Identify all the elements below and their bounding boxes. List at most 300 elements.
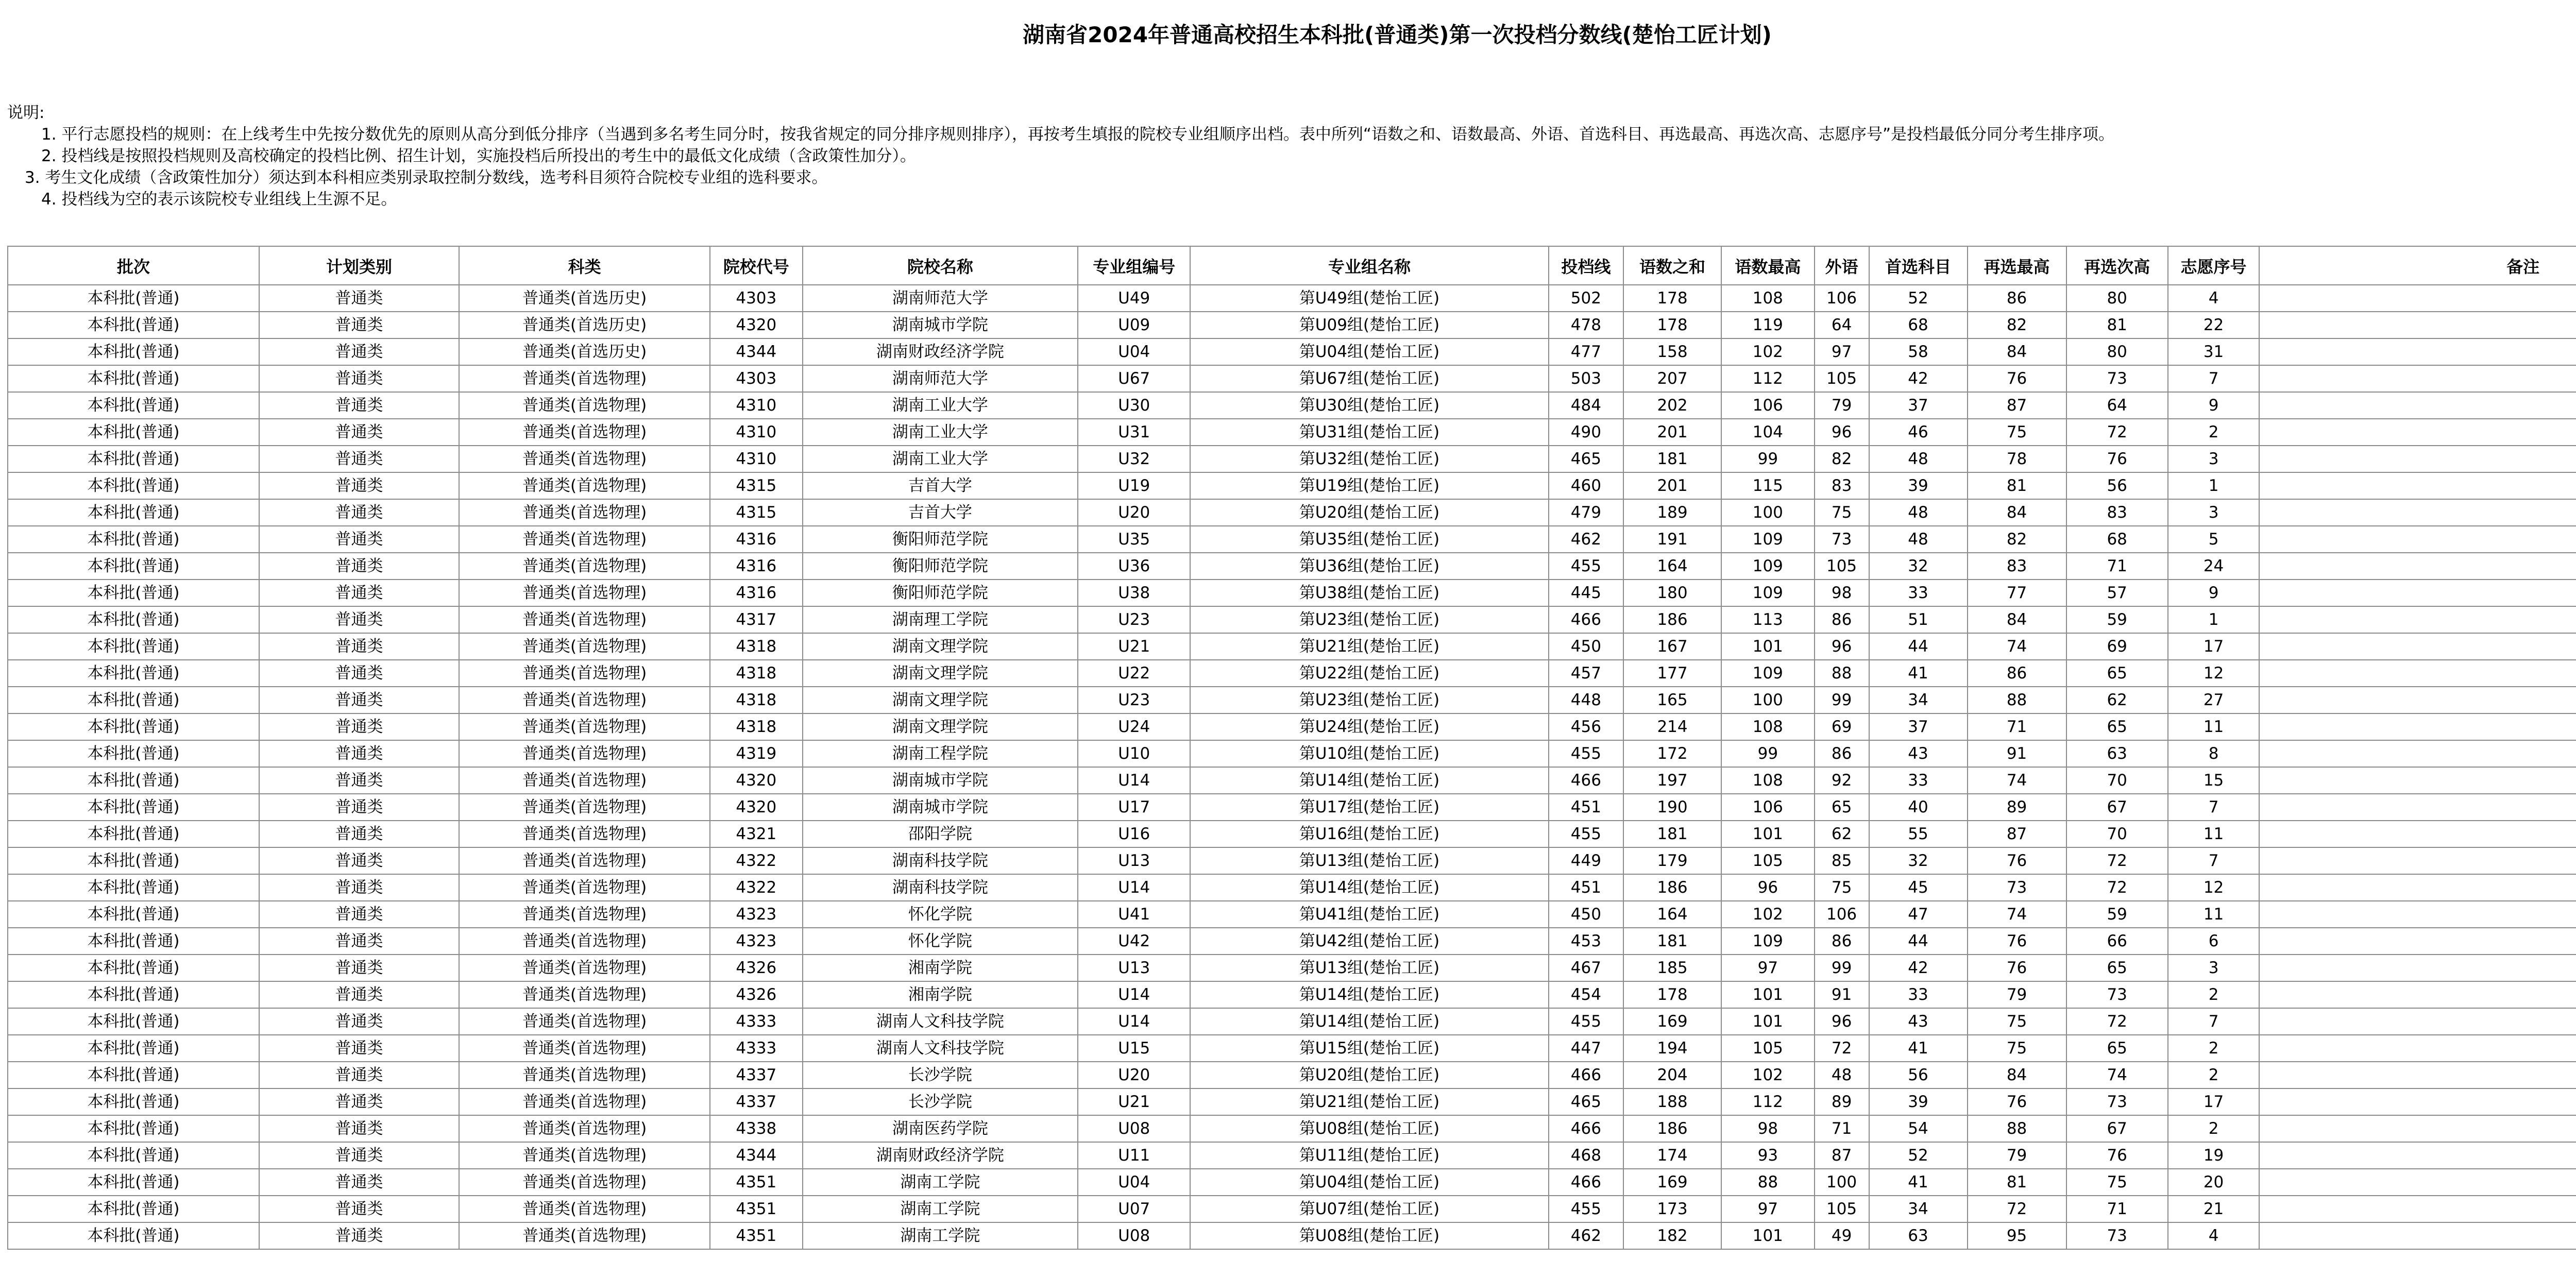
cell-chinese-math-sum: 189: [1623, 499, 1721, 526]
cell-elective-second: 72: [2066, 874, 2168, 901]
notes-section: [7, 102, 2114, 210]
cell-foreign-language: 105: [1815, 1196, 1869, 1222]
cell-primary-subject: 51: [1869, 606, 1968, 633]
cell-chinese-math-sum: 172: [1623, 740, 1721, 767]
table-row: [8, 928, 2576, 955]
cell-elective-highest: 95: [1968, 1222, 2066, 1249]
cell-chinese-math-sum: 181: [1623, 446, 1721, 472]
cell-group-code: U07: [1078, 1196, 1190, 1222]
table-row: [8, 606, 2576, 633]
cell-foreign-language: 96: [1815, 419, 1869, 446]
cell-group-code: U24: [1078, 713, 1190, 740]
cell-chinese-math-max: 108: [1721, 713, 1815, 740]
cell-remarks: [2259, 526, 2576, 553]
cell-school-name: 长沙学院: [803, 1062, 1078, 1088]
cell-elective-highest: 76: [1968, 928, 2066, 955]
cell-batch: 本科批(普通): [8, 901, 259, 928]
cell-group-name: 第U07组(楚怡工匠): [1190, 1196, 1549, 1222]
cell-remarks: [2259, 606, 2576, 633]
cell-plan-type: 普通类: [259, 365, 459, 392]
cell-school-name: 吉首大学: [803, 499, 1078, 526]
cell-subject-category: 普通类(首选物理): [459, 687, 710, 713]
cell-elective-highest: 86: [1968, 660, 2066, 687]
cell-remarks: [2259, 446, 2576, 472]
cell-preference-number: 12: [2168, 874, 2260, 901]
cell-elective-highest: 89: [1968, 794, 2066, 821]
cell-primary-subject: 58: [1869, 338, 1968, 365]
cell-primary-subject: 44: [1869, 928, 1968, 955]
cell-school-name: 衡阳师范学院: [803, 526, 1078, 553]
cell-group-name: 第U08组(楚怡工匠): [1190, 1115, 1549, 1142]
cell-group-code: U22: [1078, 660, 1190, 687]
cell-cutoff-score: 450: [1549, 633, 1623, 660]
cell-chinese-math-sum: 164: [1623, 553, 1721, 580]
cell-foreign-language: 91: [1815, 981, 1869, 1008]
cell-group-name: 第U67组(楚怡工匠): [1190, 365, 1549, 392]
cell-chinese-math-max: 101: [1721, 1008, 1815, 1035]
cell-elective-second: 67: [2066, 794, 2168, 821]
cell-school-name: 湖南人文科技学院: [803, 1008, 1078, 1035]
cell-school-code: 4317: [710, 606, 803, 633]
cell-elective-highest: 75: [1968, 1035, 2066, 1062]
cell-school-code: 4310: [710, 419, 803, 446]
cell-chinese-math-max: 99: [1721, 740, 1815, 767]
table-row: [8, 767, 2576, 794]
cell-school-code: 4351: [710, 1169, 803, 1196]
table-row: [8, 1169, 2576, 1196]
cell-school-name: 怀化学院: [803, 901, 1078, 928]
cell-batch: 本科批(普通): [8, 1196, 259, 1222]
cell-preference-number: 12: [2168, 660, 2260, 687]
cell-elective-highest: 74: [1968, 633, 2066, 660]
cell-plan-type: 普通类: [259, 499, 459, 526]
header-chinese-math-max: 语数最高: [1721, 246, 1815, 285]
table-row: [8, 660, 2576, 687]
cell-primary-subject: 42: [1869, 955, 1968, 981]
cell-preference-number: 1: [2168, 606, 2260, 633]
cell-elective-second: 56: [2066, 472, 2168, 499]
note-item: 4. 投档线为空的表示该院校专业组线上生源不足。: [41, 190, 397, 209]
table-row: [8, 392, 2576, 419]
cell-preference-number: 2: [2168, 1062, 2260, 1088]
cell-plan-type: 普通类: [259, 312, 459, 338]
cell-chinese-math-max: 97: [1721, 1196, 1815, 1222]
cell-chinese-math-sum: 174: [1623, 1142, 1721, 1169]
header-cutoff-score: 投档线: [1549, 246, 1623, 285]
cell-school-code: 4323: [710, 901, 803, 928]
cell-remarks: [2259, 955, 2576, 981]
cell-chinese-math-max: 93: [1721, 1142, 1815, 1169]
cell-plan-type: 普通类: [259, 981, 459, 1008]
cell-primary-subject: 44: [1869, 633, 1968, 660]
table-row: [8, 794, 2576, 821]
cell-batch: 本科批(普通): [8, 499, 259, 526]
cell-school-code: 4320: [710, 794, 803, 821]
cell-subject-category: 普通类(首选历史): [459, 285, 710, 312]
cell-elective-highest: 86: [1968, 285, 2066, 312]
cell-group-name: 第U36组(楚怡工匠): [1190, 553, 1549, 580]
cell-batch: 本科批(普通): [8, 1008, 259, 1035]
cell-school-name: 湖南科技学院: [803, 847, 1078, 874]
table-row: [8, 847, 2576, 874]
cell-subject-category: 普通类(首选物理): [459, 821, 710, 847]
cell-batch: 本科批(普通): [8, 312, 259, 338]
cell-cutoff-score: 454: [1549, 981, 1623, 1008]
cell-school-name: 湘南学院: [803, 981, 1078, 1008]
cell-batch: 本科批(普通): [8, 285, 259, 312]
cell-remarks: [2259, 1169, 2576, 1196]
cell-batch: 本科批(普通): [8, 1142, 259, 1169]
header-foreign-language: 外语: [1815, 246, 1869, 285]
cell-primary-subject: 32: [1869, 553, 1968, 580]
cell-group-name: 第U20组(楚怡工匠): [1190, 1062, 1549, 1088]
cell-foreign-language: 73: [1815, 526, 1869, 553]
table-body: [8, 285, 2576, 1249]
table-row: [8, 472, 2576, 499]
cell-batch: 本科批(普通): [8, 338, 259, 365]
header-remarks: 备注: [2259, 246, 2576, 285]
table-row: [8, 1196, 2576, 1222]
cell-group-name: 第U04组(楚怡工匠): [1190, 338, 1549, 365]
cell-plan-type: 普通类: [259, 1088, 459, 1115]
cell-remarks: [2259, 981, 2576, 1008]
cell-school-code: 4323: [710, 928, 803, 955]
cell-preference-number: 2: [2168, 981, 2260, 1008]
cell-subject-category: 普通类(首选物理): [459, 713, 710, 740]
cell-group-code: U42: [1078, 928, 1190, 955]
cell-group-name: 第U38组(楚怡工匠): [1190, 580, 1549, 606]
cell-cutoff-score: 455: [1549, 821, 1623, 847]
cell-foreign-language: 83: [1815, 472, 1869, 499]
cell-cutoff-score: 455: [1549, 553, 1623, 580]
cell-group-code: U10: [1078, 740, 1190, 767]
table-row: [8, 633, 2576, 660]
cell-chinese-math-max: 109: [1721, 553, 1815, 580]
cell-school-code: 4320: [710, 312, 803, 338]
cell-foreign-language: 97: [1815, 338, 1869, 365]
cell-preference-number: 4: [2168, 1222, 2260, 1249]
cell-elective-second: 57: [2066, 580, 2168, 606]
cell-preference-number: 2: [2168, 1035, 2260, 1062]
cell-school-code: 4310: [710, 392, 803, 419]
header-group-name: 专业组名称: [1190, 246, 1549, 285]
cell-elective-highest: 88: [1968, 1115, 2066, 1142]
cell-remarks: [2259, 499, 2576, 526]
cell-school-code: 4344: [710, 1142, 803, 1169]
cell-subject-category: 普通类(首选物理): [459, 472, 710, 499]
cell-group-code: U23: [1078, 606, 1190, 633]
cell-remarks: [2259, 419, 2576, 446]
cell-preference-number: 11: [2168, 821, 2260, 847]
cell-school-code: 4303: [710, 365, 803, 392]
cell-subject-category: 普通类(首选物理): [459, 981, 710, 1008]
cell-school-name: 湖南财政经济学院: [803, 1142, 1078, 1169]
cell-plan-type: 普通类: [259, 901, 459, 928]
cell-elective-highest: 73: [1968, 874, 2066, 901]
table-row: [8, 1062, 2576, 1088]
cell-group-code: U17: [1078, 794, 1190, 821]
cell-chinese-math-sum: 167: [1623, 633, 1721, 660]
cell-chinese-math-max: 108: [1721, 767, 1815, 794]
header-chinese-math-sum: 语数之和: [1623, 246, 1721, 285]
cell-plan-type: 普通类: [259, 633, 459, 660]
cell-chinese-math-sum: 186: [1623, 606, 1721, 633]
cell-preference-number: 15: [2168, 767, 2260, 794]
cell-school-name: 湖南工学院: [803, 1196, 1078, 1222]
cell-plan-type: 普通类: [259, 392, 459, 419]
cell-subject-category: 普通类(首选物理): [459, 419, 710, 446]
cell-school-code: 4315: [710, 499, 803, 526]
cell-preference-number: 17: [2168, 1088, 2260, 1115]
cell-primary-subject: 39: [1869, 472, 1968, 499]
cell-group-code: U20: [1078, 1062, 1190, 1088]
header-school-code: 院校代号: [710, 246, 803, 285]
cell-plan-type: 普通类: [259, 446, 459, 472]
cell-batch: 本科批(普通): [8, 660, 259, 687]
cell-subject-category: 普通类(首选物理): [459, 794, 710, 821]
cell-school-code: 4316: [710, 553, 803, 580]
cell-group-name: 第U16组(楚怡工匠): [1190, 821, 1549, 847]
page-title: 湖南省2024年普通高校招生本科批(普通类)第一次投档分数线(楚怡工匠计划): [1023, 22, 1772, 47]
cell-school-name: 衡阳师范学院: [803, 580, 1078, 606]
cell-primary-subject: 47: [1869, 901, 1968, 928]
cell-preference-number: 7: [2168, 794, 2260, 821]
cell-school-code: 4318: [710, 713, 803, 740]
cell-chinese-math-sum: 194: [1623, 1035, 1721, 1062]
cell-plan-type: 普通类: [259, 1115, 459, 1142]
cell-chinese-math-sum: 173: [1623, 1196, 1721, 1222]
cell-chinese-math-max: 109: [1721, 526, 1815, 553]
table-row: [8, 981, 2576, 1008]
cell-subject-category: 普通类(首选物理): [459, 1142, 710, 1169]
cell-group-code: U23: [1078, 687, 1190, 713]
cell-subject-category: 普通类(首选物理): [459, 580, 710, 606]
cell-chinese-math-sum: 182: [1623, 1222, 1721, 1249]
cell-school-name: 湖南工程学院: [803, 740, 1078, 767]
cell-preference-number: 3: [2168, 446, 2260, 472]
cell-chinese-math-max: 104: [1721, 419, 1815, 446]
cell-subject-category: 普通类(首选物理): [459, 392, 710, 419]
cell-school-code: 4318: [710, 660, 803, 687]
cell-elective-highest: 87: [1968, 392, 2066, 419]
cell-preference-number: 2: [2168, 1115, 2260, 1142]
cell-chinese-math-max: 109: [1721, 928, 1815, 955]
cell-subject-category: 普通类(首选物理): [459, 740, 710, 767]
cell-cutoff-score: 479: [1549, 499, 1623, 526]
cell-school-name: 湖南工业大学: [803, 419, 1078, 446]
cell-chinese-math-sum: 181: [1623, 928, 1721, 955]
cell-plan-type: 普通类: [259, 285, 459, 312]
cell-foreign-language: 88: [1815, 660, 1869, 687]
cell-remarks: [2259, 821, 2576, 847]
table-row: [8, 285, 2576, 312]
cell-group-code: U04: [1078, 338, 1190, 365]
cell-foreign-language: 64: [1815, 312, 1869, 338]
header-elective-highest: 再选最高: [1968, 246, 2066, 285]
cell-elective-highest: 75: [1968, 1008, 2066, 1035]
cell-school-name: 湖南师范大学: [803, 285, 1078, 312]
cell-group-code: U21: [1078, 1088, 1190, 1115]
header-subject-category: 科类: [459, 246, 710, 285]
cell-primary-subject: 33: [1869, 981, 1968, 1008]
cell-school-name: 湖南财政经济学院: [803, 338, 1078, 365]
cell-preference-number: 7: [2168, 365, 2260, 392]
cell-cutoff-score: 468: [1549, 1142, 1623, 1169]
cell-primary-subject: 41: [1869, 660, 1968, 687]
cell-chinese-math-max: 88: [1721, 1169, 1815, 1196]
cell-foreign-language: 86: [1815, 928, 1869, 955]
cell-elective-highest: 76: [1968, 955, 2066, 981]
cell-group-name: 第U13组(楚怡工匠): [1190, 955, 1549, 981]
cell-group-name: 第U09组(楚怡工匠): [1190, 312, 1549, 338]
cell-foreign-language: 89: [1815, 1088, 1869, 1115]
cell-group-name: 第U20组(楚怡工匠): [1190, 499, 1549, 526]
cell-subject-category: 普通类(首选物理): [459, 526, 710, 553]
cell-chinese-math-max: 99: [1721, 446, 1815, 472]
cell-elective-second: 76: [2066, 446, 2168, 472]
cell-chinese-math-sum: 169: [1623, 1008, 1721, 1035]
cell-batch: 本科批(普通): [8, 740, 259, 767]
table-row: [8, 553, 2576, 580]
cell-subject-category: 普通类(首选物理): [459, 1008, 710, 1035]
cell-group-name: 第U21组(楚怡工匠): [1190, 1088, 1549, 1115]
cell-elective-second: 62: [2066, 687, 2168, 713]
cell-school-name: 湖南文理学院: [803, 687, 1078, 713]
cell-school-name: 湖南医药学院: [803, 1115, 1078, 1142]
cell-group-code: U14: [1078, 981, 1190, 1008]
cell-cutoff-score: 448: [1549, 687, 1623, 713]
cell-group-code: U16: [1078, 821, 1190, 847]
cell-plan-type: 普通类: [259, 660, 459, 687]
cell-group-name: 第U13组(楚怡工匠): [1190, 847, 1549, 874]
cell-school-name: 邵阳学院: [803, 821, 1078, 847]
cell-chinese-math-sum: 178: [1623, 285, 1721, 312]
cell-subject-category: 普通类(首选物理): [459, 499, 710, 526]
cell-school-name: 湖南城市学院: [803, 312, 1078, 338]
cell-remarks: [2259, 312, 2576, 338]
cell-remarks: [2259, 285, 2576, 312]
table-row: [8, 955, 2576, 981]
cell-cutoff-score: 478: [1549, 312, 1623, 338]
cell-preference-number: 2: [2168, 419, 2260, 446]
cell-elective-second: 83: [2066, 499, 2168, 526]
cell-subject-category: 普通类(首选物理): [459, 553, 710, 580]
cell-elective-highest: 75: [1968, 419, 2066, 446]
table-row: [8, 499, 2576, 526]
cell-foreign-language: 98: [1815, 580, 1869, 606]
cell-elective-second: 74: [2066, 1062, 2168, 1088]
cell-school-code: 4318: [710, 633, 803, 660]
cell-foreign-language: 49: [1815, 1222, 1869, 1249]
cell-group-name: 第U23组(楚怡工匠): [1190, 606, 1549, 633]
cell-primary-subject: 55: [1869, 821, 1968, 847]
cell-group-name: 第U14组(楚怡工匠): [1190, 767, 1549, 794]
cell-batch: 本科批(普通): [8, 1088, 259, 1115]
cell-cutoff-score: 503: [1549, 365, 1623, 392]
cell-plan-type: 普通类: [259, 472, 459, 499]
note-item: 1. 平行志愿投档的规则：在上线考生中先按分数优先的原则从高分到低分排序（当遇到多名考生同分时，按我省规定的同分排序规则排序），再按考生填报的院校专业组顺序出档。表中所列“语数之和、语数最高、外语、首选科目、再选最高、再选次高、志愿序号”是投档最低分同分考生排序项。: [41, 125, 2115, 144]
cell-remarks: [2259, 660, 2576, 687]
cell-primary-subject: 42: [1869, 365, 1968, 392]
cell-elective-second: 80: [2066, 338, 2168, 365]
cell-foreign-language: 100: [1815, 1169, 1869, 1196]
cell-subject-category: 普通类(首选物理): [459, 606, 710, 633]
cell-primary-subject: 52: [1869, 285, 1968, 312]
cell-group-name: 第U49组(楚怡工匠): [1190, 285, 1549, 312]
cell-elective-highest: 87: [1968, 821, 2066, 847]
cell-chinese-math-sum: 169: [1623, 1169, 1721, 1196]
cell-elective-second: 72: [2066, 847, 2168, 874]
cell-foreign-language: 72: [1815, 1035, 1869, 1062]
cell-cutoff-score: 451: [1549, 794, 1623, 821]
cell-group-name: 第U41组(楚怡工匠): [1190, 901, 1549, 928]
cell-primary-subject: 41: [1869, 1035, 1968, 1062]
cell-primary-subject: 48: [1869, 446, 1968, 472]
cell-chinese-math-max: 102: [1721, 338, 1815, 365]
cell-plan-type: 普通类: [259, 526, 459, 553]
cell-group-code: U19: [1078, 472, 1190, 499]
cell-chinese-math-max: 101: [1721, 981, 1815, 1008]
cell-school-code: 4321: [710, 821, 803, 847]
cell-primary-subject: 41: [1869, 1169, 1968, 1196]
cell-school-name: 湖南理工学院: [803, 606, 1078, 633]
cell-elective-second: 68: [2066, 526, 2168, 553]
cell-chinese-math-sum: 186: [1623, 1115, 1721, 1142]
table-row: [8, 580, 2576, 606]
cell-group-name: 第U31组(楚怡工匠): [1190, 419, 1549, 446]
cell-foreign-language: 92: [1815, 767, 1869, 794]
cell-foreign-language: 96: [1815, 1008, 1869, 1035]
cell-cutoff-score: 477: [1549, 338, 1623, 365]
table-row: [8, 821, 2576, 847]
cell-school-code: 4326: [710, 955, 803, 981]
cell-batch: 本科批(普通): [8, 633, 259, 660]
cell-primary-subject: 48: [1869, 526, 1968, 553]
cell-chinese-math-sum: 186: [1623, 874, 1721, 901]
cell-cutoff-score: 466: [1549, 767, 1623, 794]
cell-remarks: [2259, 1142, 2576, 1169]
cell-cutoff-score: 465: [1549, 1088, 1623, 1115]
cell-chinese-math-max: 102: [1721, 1062, 1815, 1088]
cell-remarks: [2259, 713, 2576, 740]
cell-preference-number: 9: [2168, 580, 2260, 606]
cell-foreign-language: 86: [1815, 740, 1869, 767]
cell-cutoff-score: 490: [1549, 419, 1623, 446]
cell-chinese-math-sum: 181: [1623, 821, 1721, 847]
cell-chinese-math-sum: 180: [1623, 580, 1721, 606]
cell-remarks: [2259, 767, 2576, 794]
cell-group-code: U13: [1078, 955, 1190, 981]
cell-elective-second: 73: [2066, 981, 2168, 1008]
header-elective-second: 再选次高: [2066, 246, 2168, 285]
cell-chinese-math-sum: 202: [1623, 392, 1721, 419]
cell-batch: 本科批(普通): [8, 446, 259, 472]
cell-batch: 本科批(普通): [8, 553, 259, 580]
table-row: [8, 1035, 2576, 1062]
cell-group-code: U30: [1078, 392, 1190, 419]
cell-school-code: 4333: [710, 1035, 803, 1062]
cell-school-code: 4351: [710, 1222, 803, 1249]
cell-school-code: 4337: [710, 1062, 803, 1088]
cell-primary-subject: 43: [1869, 1008, 1968, 1035]
cell-cutoff-score: 465: [1549, 446, 1623, 472]
cell-batch: 本科批(普通): [8, 874, 259, 901]
cell-school-name: 湖南城市学院: [803, 767, 1078, 794]
cell-plan-type: 普通类: [259, 1196, 459, 1222]
cell-batch: 本科批(普通): [8, 928, 259, 955]
cell-chinese-math-max: 101: [1721, 1222, 1815, 1249]
cell-remarks: [2259, 1196, 2576, 1222]
